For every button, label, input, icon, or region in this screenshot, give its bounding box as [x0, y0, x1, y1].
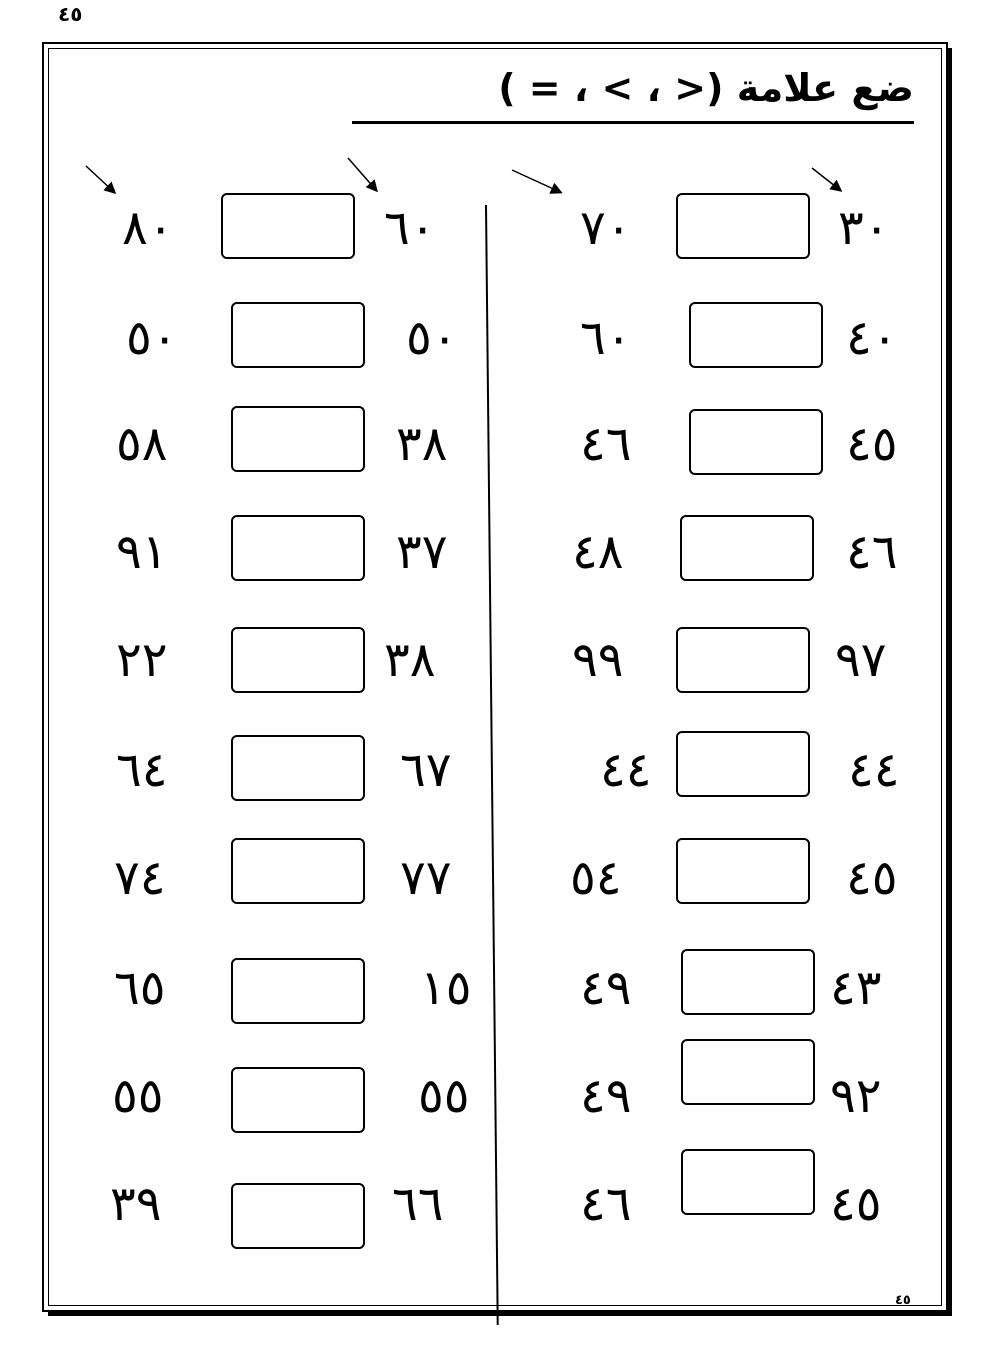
answer-box[interactable] — [231, 958, 365, 1024]
number-right: ٤٥ — [846, 416, 898, 472]
answer-box[interactable] — [221, 193, 355, 259]
number-right: ٧٧ — [400, 850, 452, 906]
number-right: ٤٤ — [848, 742, 900, 798]
number-left: ٤٤ — [600, 742, 652, 798]
number-right: ٥٥ — [418, 1068, 470, 1124]
number-left: ٦٥ — [114, 960, 166, 1016]
answer-box[interactable] — [676, 731, 810, 797]
number-left: ٥٥ — [112, 1068, 164, 1124]
title-underline — [352, 121, 914, 124]
worksheet-title: ضع علامة (< ، > ، = ) — [498, 66, 914, 110]
answer-box[interactable] — [676, 627, 810, 693]
number-right: ٦٠ — [384, 200, 436, 256]
number-left: ٧٠ — [580, 200, 632, 256]
number-left: ٨٠ — [122, 200, 174, 256]
number-left: ٥٠ — [126, 310, 178, 366]
answer-box[interactable] — [231, 838, 365, 904]
number-right: ٤٦ — [846, 524, 898, 580]
number-left: ٣٩ — [110, 1176, 162, 1232]
answer-box[interactable] — [676, 838, 810, 904]
page-number-bottom: ٤٥ — [895, 1293, 911, 1308]
frame-shadow — [48, 1312, 952, 1316]
number-left: ٤٨ — [572, 524, 624, 580]
number-left: ٥٨ — [116, 416, 168, 472]
answer-box[interactable] — [689, 409, 823, 475]
answer-box[interactable] — [231, 1067, 365, 1133]
number-left: ٦٠ — [580, 310, 632, 366]
number-left: ٩١ — [116, 524, 168, 580]
answer-box[interactable] — [231, 627, 365, 693]
number-right: ٥٠ — [406, 310, 458, 366]
number-left: ٤٦ — [580, 416, 632, 472]
number-right: ٩٢ — [830, 1068, 882, 1124]
number-left: ٤٦ — [580, 1176, 632, 1232]
number-right: ٤٠ — [846, 310, 898, 366]
answer-box[interactable] — [689, 302, 823, 368]
answer-box[interactable] — [231, 1183, 365, 1249]
number-right: ٣٠ — [838, 200, 890, 256]
answer-box[interactable] — [231, 735, 365, 801]
number-right: ١٥ — [420, 960, 472, 1016]
answer-box[interactable] — [681, 1039, 815, 1105]
number-right: ٣٨ — [396, 416, 448, 472]
number-right: ٦٦ — [392, 1176, 444, 1232]
number-left: ٦٤ — [116, 742, 168, 798]
frame-shadow — [948, 48, 952, 1316]
number-right: ٤٣ — [830, 960, 882, 1016]
number-left: ٧٤ — [114, 850, 166, 906]
number-right: ٤٥ — [830, 1176, 882, 1232]
number-right: ٦٧ — [400, 742, 452, 798]
page-number-top: ٤٥ — [58, 2, 83, 26]
answer-box[interactable] — [681, 1149, 815, 1215]
number-right: ٤٥ — [846, 850, 898, 906]
answer-box[interactable] — [676, 193, 810, 259]
answer-box[interactable] — [680, 515, 814, 581]
number-right: ٣٧ — [396, 524, 448, 580]
answer-box[interactable] — [231, 515, 365, 581]
number-right: ٩٧ — [835, 632, 887, 688]
answer-box[interactable] — [681, 949, 815, 1015]
number-left: ٤٩ — [580, 960, 632, 1016]
answer-box[interactable] — [231, 406, 365, 472]
number-left: ٢٢ — [116, 632, 168, 688]
number-left: ٩٩ — [572, 632, 624, 688]
number-left: ٥٤ — [570, 850, 622, 906]
number-left: ٤٩ — [580, 1068, 632, 1124]
answer-box[interactable] — [231, 302, 365, 368]
number-right: ٣٨ — [384, 632, 436, 688]
